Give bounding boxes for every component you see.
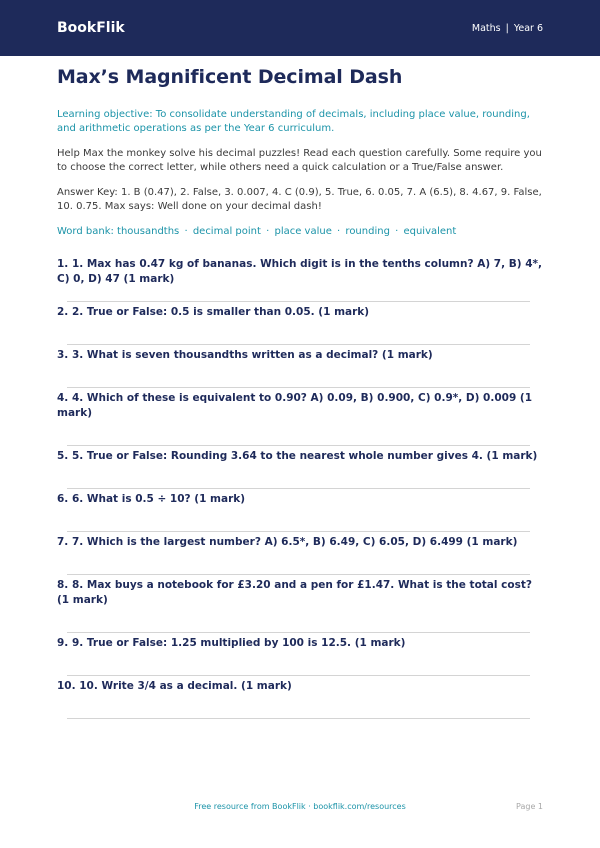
question-list (57, 257, 543, 719)
word-bank-word: rounding (345, 226, 390, 237)
question-item: 6. 6. What is 0.5 ÷ 10? (1 mark) (57, 493, 246, 505)
answer-line[interactable] (67, 445, 530, 446)
question-item: 7. 7. Which is the largest number? A) 6.5*, B) 6.49, C) 6.05, D) 6.499 (1 mark) (57, 536, 518, 548)
word-bank-word: decimal point (192, 226, 261, 237)
word-bank-word: equivalent (403, 226, 457, 237)
answer-line[interactable] (67, 344, 530, 345)
word-bank-word: place value (274, 226, 332, 237)
year-label: Year 6 (513, 22, 543, 34)
separator: · (262, 226, 273, 237)
word-bank-label: Word bank: (57, 226, 114, 237)
answer-line[interactable] (67, 574, 530, 575)
separator: · (391, 226, 402, 237)
subject-label: Maths (471, 22, 501, 34)
footer-source-link[interactable]: Free resource from BookFlik · bookflik.com/resources (194, 802, 406, 811)
separator: | (505, 22, 509, 34)
answer-line[interactable] (67, 531, 530, 532)
page-number: Page 1 (516, 802, 543, 811)
separator: · (181, 226, 191, 237)
answer-line[interactable] (67, 718, 530, 719)
worksheet-body (57, 60, 543, 719)
question-item: 3. 3. What is seven thousandths written as a decimal? (1 mark) (57, 349, 433, 361)
instructions-text: Help Max the monkey solve his decimal puzzles! Read each question carefully. Some require you to choose the correct letter, while others need a quick calculation or a True/False answer. (57, 148, 542, 173)
worksheet-title: Max’s Magnificent Decimal Dash (57, 66, 403, 88)
page-footer (0, 800, 600, 814)
question-item: 4. 4. Which of these is equivalent to 0.90? A) 0.09, B) 0.900, C) 0.9*, D) 0.009 (1 mark) (57, 392, 533, 419)
answer-line[interactable] (67, 301, 530, 302)
question-item: 9. 9. True or False: 1.25 multiplied by 100 is 12.5. (1 mark) (57, 637, 406, 649)
page-header (0, 0, 600, 56)
question-item: 5. 5. True or False: Rounding 3.64 to the nearest whole number gives 4. (1 mark) (57, 450, 538, 462)
answer-line[interactable] (67, 632, 530, 633)
question-item: 1. 1. Max has 0.47 kg of bananas. Which digit is in the tenths column? A) 7, B) 4*, C) 0, D) 47 (1 mark) (57, 258, 542, 285)
answer-key: Answer Key: 1. B (0.47), 2. False, 3. 0.007, 4. C (0.9), 5. True, 6. 0.05, 7. A (6.5), 8. 4.67, 9. False, 10. 0.75. Max says: Well done on your decimal dash! (57, 187, 542, 212)
question-item: 8. 8. Max buys a notebook for £3.20 and a pen for £1.47. What is the total cost? (1 mark) (57, 579, 532, 606)
separator: · (333, 226, 344, 237)
learning-objective: Learning objective: To consolidate understanding of decimals, including place value, rounding, and arithmetic operations as per the Year 6 curriculum. (57, 109, 530, 134)
answer-line[interactable] (67, 387, 530, 388)
answer-line[interactable] (67, 675, 530, 676)
brand-logo-text: BookFlik (57, 20, 125, 36)
answer-line[interactable] (67, 488, 530, 489)
word-bank (57, 225, 543, 239)
word-bank-word: thousandths (117, 226, 180, 237)
question-item: 10. 10. Write 3/4 as a decimal. (1 mark) (57, 680, 292, 692)
subject-year-label (472, 23, 543, 34)
question-item: 2. 2. True or False: 0.5 is smaller than 0.05. (1 mark) (57, 306, 370, 318)
